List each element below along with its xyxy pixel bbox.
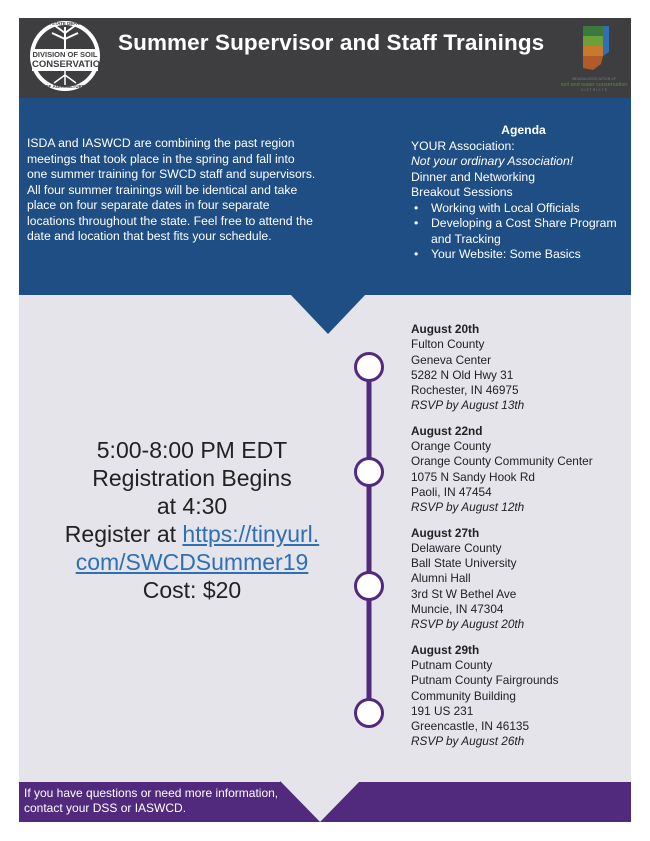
registration-link-continued[interactable]: com/SWCDSummer19 — [75, 549, 309, 575]
event-rsvp: RSVP by August 26th — [411, 734, 525, 749]
event-line: Putnam County Fairgrounds — [411, 673, 559, 688]
registration-line-2: at 4:30 — [156, 493, 228, 519]
event-line: Putnam County — [411, 657, 493, 672]
timeline-node — [356, 354, 383, 381]
logo-left-bottom-text: OF AGRICULTURE — [45, 84, 85, 89]
agenda-title: Agenda — [501, 123, 546, 137]
session-cost: Cost: $20 — [142, 577, 242, 603]
logo-right-line3: D I S T R I C T S — [581, 88, 607, 92]
agenda — [411, 123, 626, 263]
event-line: Ball State University — [411, 556, 517, 571]
event-list — [411, 322, 631, 760]
registration-link[interactable]: https://tinyurl. — [182, 521, 320, 547]
event-line: 1075 N Sandy Hook Rd — [411, 469, 535, 484]
event-august-27 — [411, 526, 631, 633]
event-line: Fulton County — [411, 337, 485, 352]
agenda-bullet-item: • Working with Local Officials — [414, 200, 580, 215]
logo-right-line2: soil and water conservation — [560, 81, 628, 88]
agenda-bullet-item: • Your Website: Some Basics — [414, 247, 581, 261]
session-info — [19, 436, 365, 604]
page-title: Summer Supervisor and Staff Trainings — [118, 30, 545, 55]
agenda-bullet-item: • Developing a Cost Share Program and Tracking — [414, 216, 617, 246]
event-date: August 22nd — [411, 423, 483, 438]
event-line: 5282 N Old Hwy 31 — [411, 367, 514, 382]
bullet-dot-icon: • — [414, 200, 419, 215]
event-august-20 — [411, 322, 631, 414]
iaswcd-logo-text — [553, 77, 635, 94]
event-rsvp: RSVP by August 12th — [411, 500, 525, 515]
logo-left-line1: DIVISION OF SOIL — [32, 50, 98, 59]
event-line: Delaware County — [411, 540, 502, 555]
event-line: 3rd St W Bethel Ave — [411, 586, 517, 601]
event-line: Orange County — [411, 439, 492, 454]
event-rsvp: RSVP by August 13th — [411, 398, 525, 413]
intro-text: ISDA and IASWCD are combining the past region meetings that took place in the spring and fall into one summer training for SWCD staff and supervisors. All four summer trainings will be identical and take place on four separate dates in four separate locations throughout the state. Feel free to attend the date and location that best fits your schedule. — [27, 136, 316, 243]
event-line: Rochester, IN 46975 — [411, 383, 519, 398]
indiana-map-icon — [563, 24, 625, 74]
event-line: Geneva Center — [411, 352, 492, 367]
registration-line-1: Registration Begins — [92, 465, 292, 491]
session-time: 5:00-8:00 PM EDT — [96, 437, 288, 463]
logo-left-line2: CONSERVATION — [32, 59, 107, 70]
agenda-line-breakout: Breakout Sessions — [411, 185, 513, 199]
event-august-29 — [411, 643, 631, 750]
event-line: Community Building — [411, 688, 516, 703]
event-august-22 — [411, 424, 631, 516]
logo-right-line1: INDIANA ASSOCIATION OF — [571, 77, 617, 81]
event-date: August 29th — [411, 642, 480, 657]
footer-line-2: contact your DSS or IASWCD. — [24, 801, 187, 815]
timeline-node — [356, 573, 383, 600]
register-link-line — [19, 548, 365, 576]
division-of-soil-conservation-logo — [24, 19, 106, 93]
event-line: Alumni Hall — [411, 571, 471, 586]
logo-left-ring-text: INDIANA STATE DEPARTMENT — [31, 21, 99, 26]
event-line: Orange County Community Center — [411, 454, 593, 469]
timeline-node — [356, 700, 383, 727]
agenda-line-dinner: Dinner and Networking — [411, 169, 535, 184]
timeline — [340, 330, 400, 750]
event-rsvp: RSVP by August 20th — [411, 617, 525, 632]
footer-line-1: If you have questions or need more information, — [24, 786, 279, 800]
event-date: August 20th — [411, 322, 480, 336]
agenda-line-tagline: Not your ordinary Association! — [411, 154, 574, 168]
event-line: Greencastle, IN 46135 — [411, 719, 530, 734]
bullet-dot-icon: • — [414, 247, 419, 261]
footer-contact-text — [24, 786, 314, 816]
event-line: 191 US 231 — [411, 703, 474, 718]
timeline-node — [356, 459, 383, 486]
agenda-line-association: YOUR Association: — [411, 138, 515, 153]
register-line: Register at https://tinyurl. — [64, 521, 320, 547]
event-date: August 27th — [411, 525, 480, 540]
bullet-dot-icon: • — [414, 216, 419, 230]
event-line: Muncie, IN 47304 — [411, 602, 504, 617]
event-line: Paoli, IN 47454 — [411, 484, 492, 499]
